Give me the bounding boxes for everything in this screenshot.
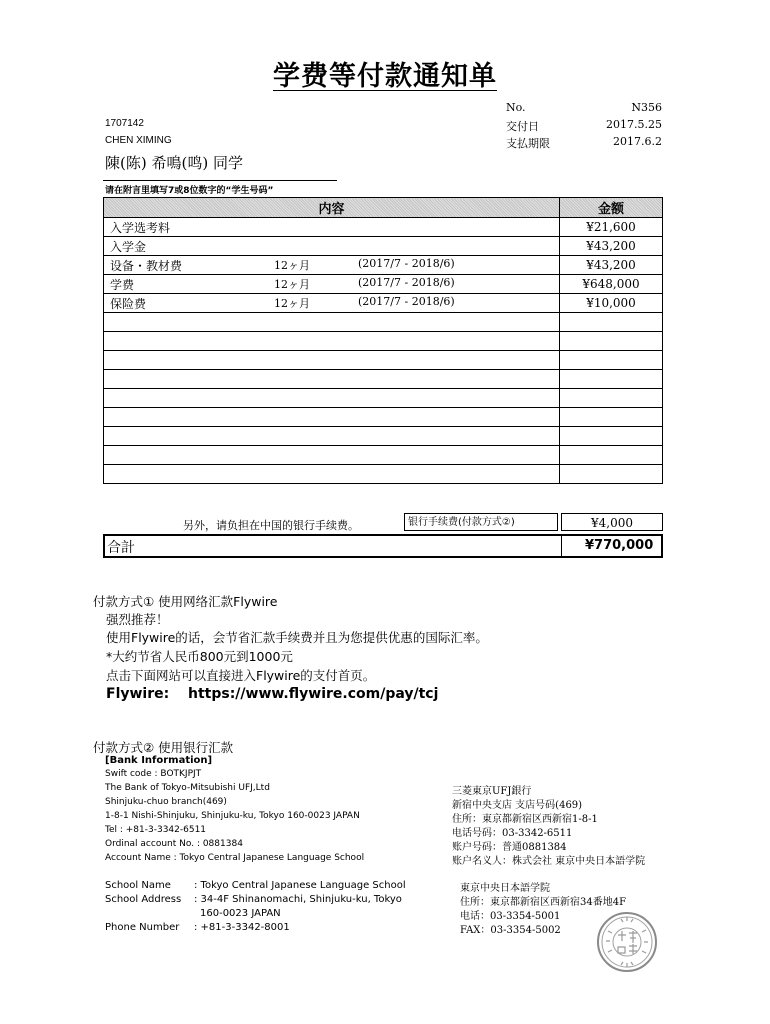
deadline-label: 支払期限 xyxy=(506,137,550,150)
student-name-cn: 陳(陈) 希鳴(鸣) 同学 xyxy=(105,154,243,172)
bank-fee-label: 银行手续费(付款方式②) xyxy=(404,513,558,531)
school-name-label: School Name xyxy=(105,880,171,891)
item-range: (2017/7 - 2018/6) xyxy=(358,257,455,270)
table-row xyxy=(104,218,663,237)
school-seal-stamp xyxy=(596,911,658,973)
bank-en-line: 1-8-1 Nishi-Shinjuku, Shinjuku-ku, Tokyo 160-0023 JAPAN xyxy=(105,811,360,821)
flywire-link-label: Flywire: xyxy=(106,686,170,702)
item-amount: ¥21,600 xyxy=(560,218,663,237)
header-amount: 金额 xyxy=(560,198,663,218)
empty-cell xyxy=(104,427,560,446)
fee-table-body xyxy=(104,218,663,484)
table-row xyxy=(104,294,663,313)
item-name: 入学选考料 xyxy=(110,221,171,235)
item-name: 入学金 xyxy=(110,240,147,254)
item-amount: ¥648,000 xyxy=(560,275,663,294)
item-amount: ¥43,200 xyxy=(560,237,663,256)
item-amount: ¥43,200 xyxy=(560,256,663,275)
issue-date-value: 2017.5.25 xyxy=(606,118,662,131)
number-label: No. xyxy=(506,101,526,114)
bank-jp-line: 三菱東京UFJ銀行 xyxy=(452,786,532,797)
bank-fee-note: 另外，请负担在中国的银行手续费。 xyxy=(183,519,359,532)
school-jp-fax: FAX：03-3354-5002 xyxy=(460,925,561,936)
bank-jp-line: 电话号码：03-3342-6511 xyxy=(452,828,573,839)
item-name: 设备・教材费 xyxy=(110,259,183,273)
school-address-value2: 160-0023 JAPAN xyxy=(200,908,281,919)
item-period: 12ヶ月 xyxy=(274,297,310,310)
bank-en-line: Swift code : BOTKJPJT xyxy=(105,769,202,779)
bank-en-line: Account Name : Tokyo Central Japanese Language School xyxy=(105,853,365,863)
empty-cell xyxy=(560,389,663,408)
note-divider xyxy=(103,180,337,181)
row-description xyxy=(104,237,560,256)
empty-row xyxy=(104,370,663,389)
empty-row xyxy=(104,446,663,465)
empty-cell xyxy=(560,427,663,446)
empty-cell xyxy=(104,408,560,427)
school-address-label: School Address xyxy=(105,894,182,905)
fee-table xyxy=(103,197,663,484)
empty-cell xyxy=(560,408,663,427)
empty-cell xyxy=(104,465,560,484)
empty-cell xyxy=(104,446,560,465)
empty-cell xyxy=(560,351,663,370)
issue-date-label: 交付日 xyxy=(506,120,539,133)
row-description xyxy=(104,256,560,275)
school-jp-address: 住所：東京都新宿区西新宿34番地4F xyxy=(460,897,627,908)
school-jp-name: 東京中央日本語学院 xyxy=(460,883,550,894)
table-row xyxy=(104,275,663,294)
method1-heading: 付款方式① 使用网络汇款Flywire xyxy=(93,594,278,609)
school-jp-tel: 电话：03-3354-5001 xyxy=(460,911,561,922)
item-range: (2017/7 - 2018/6) xyxy=(358,295,455,308)
empty-cell xyxy=(560,465,663,484)
total-divider xyxy=(561,536,562,556)
totals-box xyxy=(103,513,663,557)
item-period: 12ヶ月 xyxy=(274,278,310,291)
bank-fee-amount: ¥4,000 xyxy=(561,513,663,531)
number-value: N356 xyxy=(631,101,662,114)
method1-line1: 强烈推荐！ xyxy=(106,612,169,627)
empty-row xyxy=(104,408,663,427)
row-description xyxy=(104,294,560,313)
empty-cell xyxy=(560,332,663,351)
document-title: 学费等付款通知单 xyxy=(273,61,497,92)
empty-cell xyxy=(104,332,560,351)
item-amount: ¥10,000 xyxy=(560,294,663,313)
deadline-value: 2017.6.2 xyxy=(613,135,662,148)
table-header-row xyxy=(104,198,663,218)
bank-info-title: [Bank Information] xyxy=(105,755,213,766)
flywire-link[interactable]: https://www.flywire.com/pay/tcj xyxy=(188,686,439,702)
empty-row xyxy=(104,332,663,351)
student-name-en: CHEN XIMING xyxy=(105,135,172,146)
row-description xyxy=(104,218,560,237)
bank-jp-line: 账户号码：普通0881384 xyxy=(452,842,567,853)
item-name: 学费 xyxy=(110,278,135,292)
table-row xyxy=(104,237,663,256)
empty-cell xyxy=(560,313,663,332)
method1-line3: *大约节省人民币800元到1000元 xyxy=(106,649,293,664)
total-amount: ¥770,000 xyxy=(585,538,654,553)
method1-line4: 点击下面网站可以直接进入Flywire的支付首页。 xyxy=(106,668,376,683)
table-row xyxy=(104,256,663,275)
empty-row xyxy=(104,427,663,446)
student-id: 1707142 xyxy=(105,118,144,129)
bank-en-line: Shinjuku-chuo branch(469) xyxy=(105,797,227,807)
empty-row xyxy=(104,465,663,484)
school-name-value: : Tokyo Central Japanese Language School xyxy=(194,880,406,891)
empty-cell xyxy=(560,446,663,465)
item-range: (2017/7 - 2018/6) xyxy=(358,276,455,289)
bank-en-line: The Bank of Tokyo-Mitsubishi UFJ,Ltd xyxy=(105,783,270,793)
total-label: 合計 xyxy=(107,540,135,556)
empty-row xyxy=(104,351,663,370)
method2-heading: 付款方式② 使用银行汇款 xyxy=(93,740,234,755)
bank-en-line: Ordinal account No. : 0881384 xyxy=(105,839,243,849)
item-period: 12ヶ月 xyxy=(274,259,310,272)
bank-jp-line: 住所：東京都新宿区西新宿1-8-1 xyxy=(452,814,598,825)
method1-line2: 使用Flywire的话，会节省汇款手续费并且为您提供优惠的国际汇率。 xyxy=(106,630,488,645)
school-phone-value: : +81-3-3342-8001 xyxy=(194,922,290,933)
empty-cell xyxy=(560,370,663,389)
empty-cell xyxy=(104,370,560,389)
item-name: 保险费 xyxy=(110,297,147,311)
empty-row xyxy=(104,389,663,408)
empty-cell xyxy=(104,313,560,332)
reference-note: 请在附言里填写7或8位数字的“学生号码” xyxy=(105,186,274,196)
bank-en-line: Tel : +81-3-3342-6511 xyxy=(105,825,207,835)
header-description: 内容 xyxy=(104,198,560,218)
bank-jp-line: 新宿中央支店 支店号码(469) xyxy=(452,800,583,811)
row-description xyxy=(104,275,560,294)
empty-cell xyxy=(104,351,560,370)
empty-cell xyxy=(104,389,560,408)
school-address-value: : 34-4F Shinanomachi, Shinjuku-ku, Tokyo xyxy=(194,894,402,905)
school-phone-label: Phone Number xyxy=(105,922,180,933)
total-row xyxy=(103,534,663,558)
empty-row xyxy=(104,313,663,332)
bank-jp-line: 账户名义人：株式会社 東京中央日本語学院 xyxy=(452,856,646,867)
